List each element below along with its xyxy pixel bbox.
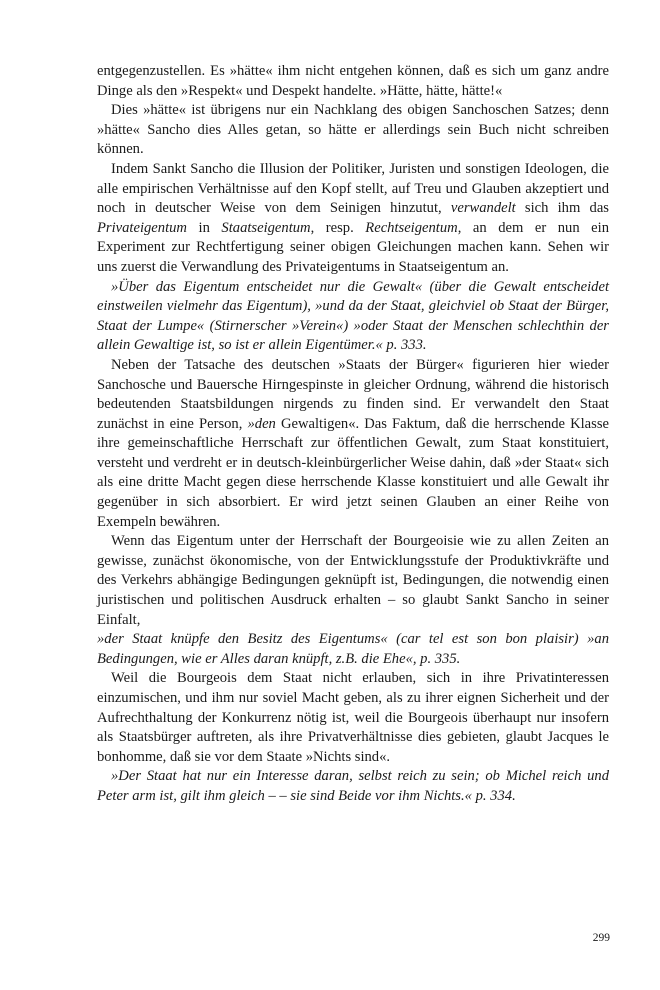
quoted-text: »der Staat knüpfe den Besitz des Eigentums« (car tel est son bon plaisir) »an Bedingungen, wie er Alles daran knüpft, z.B. die Ehe«, p. 335.	[97, 631, 609, 667]
text-run: Dies »hätte« ist übrigens nur ein Nachklang des obigen Sanchoschen Satzes; denn »hätte« Sancho dies Alles getan, so hätte er allerdings sein Buch nicht schreiben können.	[97, 102, 609, 158]
page-number: 299	[592, 932, 610, 944]
text-run: entgegenzustellen. Es »hätte« ihm nicht entgehen können, daß es sich um ganz andre Dinge als den »Respekt« und Despekt handelte. »Hätte, hätte, hätte!«	[97, 63, 609, 99]
text-run: , resp.	[310, 219, 366, 236]
emphasis: Rechtseigentum	[365, 219, 458, 236]
quoted-text: »Über das Eigentum entscheidet nur die Gewalt« (über die Gewalt entscheidet einstweilen vielmehr das Eigentum), »und da der Staat, gleichviel ob Staat der Bürger, Staat der Lumpe« (Stirnerscher »Verein«) »oder Staat der Menschen schlechthin der allein Gewaltige ist, so ist er allein Eigentümer.« p. 333.	[97, 278, 609, 354]
paragraph-3	[97, 160, 609, 278]
text-run: Gewaltigen«. Das Faktum, daß die herrschende Klasse ihre gemeinschaftliche Herrschaft zur öffentlichen Gewalt, zum Staat konstituiert, versteht und verdreht er in deutsch-kleinbürgerlicher Weise dahin, daß »der Staat« sich als eine dritte Macht gegen diese herrschende Klasse konstituiert und alle Gewalt ihr gegenüber in sich absorbiert. Er wird jetzt seinen Glauben an einer Reihe von Exempeln bewähren.	[97, 415, 609, 530]
emphasis: verwandelt	[450, 200, 516, 217]
quotation-3	[97, 767, 609, 806]
quotation-2	[97, 630, 609, 669]
emphasis: »den	[247, 415, 276, 432]
text-run: in	[186, 219, 222, 236]
quotation-1	[97, 278, 609, 356]
emphasis: Staatseigentum	[221, 219, 311, 236]
text-run: Wenn das Eigentum unter der Herrschaft der Bourgeoisie wie zu allen Zeiten an gewisse, zunächst ökonomische, von der Entwicklungsstufe der Produktivkräfte und des Verkehrs abhängige Bedingungen geknüpft ist, Bedingungen, die notwendig einen juristischen und politischen Ausdruck erhalten – so glaubt Sankt Sancho in seiner Einfalt,	[97, 533, 609, 628]
emphasis: Privateigentum	[97, 219, 187, 236]
paragraph-5	[97, 532, 609, 630]
paragraph-4	[97, 356, 609, 532]
paragraph-2	[97, 101, 609, 160]
text-run: Neben der Tatsache des deutschen »Staats der Bürger« figurieren hier wieder Sanchosche und Bauersche Hirngespinste in gleicher Ordnung, während die historisch bedeutenden Staatsbildungen nirgends zu finden sind. Er verwandelt den Staat zunächst in eine Person,	[97, 356, 609, 432]
text-run: Weil die Bourgeois dem Staat nicht erlauben, sich in ihre Privatinteressen einzumischen, und ihm nur soviel Macht geben, als zu ihrer eignen Sicherheit und der Aufrechthaltung der Konkurrenz nötig ist, weil die Bourgeois überhaupt nur insofern als Staatsbürger auftreten, als ihre Privatverhältnisse dies gebieten, glaubt Jacques le bonhomme, daß sie vor dem Staate »Nichts sind«.	[97, 670, 609, 765]
text-run: , an dem er nun ein Experiment zur Rechtfertigung seiner obigen Gleichungen machen kann. Sehen wir uns zuerst die Verwandlung des Privateigentums in Staatseigentum an.	[97, 219, 609, 275]
text-run: sich ihm das	[515, 200, 609, 217]
text-run: Indem Sankt Sancho die Illusion der Politiker, Juristen und sonstigen Ideologen, die alle empirischen Verhältnisse auf den Kopf stellt, auf Treu und Glauben akzeptiert und noch in deutscher Weise von dem Seinigen hinzutut,	[97, 160, 609, 217]
paragraph-6	[97, 669, 609, 767]
quoted-text: »Der Staat hat nur ein Interesse daran, selbst reich zu sein; ob Michel reich und Peter arm ist, gilt ihm gleich – – sie sind Beide vor ihm Nichts.« p. 334.	[97, 768, 609, 804]
page-body	[97, 62, 609, 807]
paragraph-1	[97, 62, 609, 101]
